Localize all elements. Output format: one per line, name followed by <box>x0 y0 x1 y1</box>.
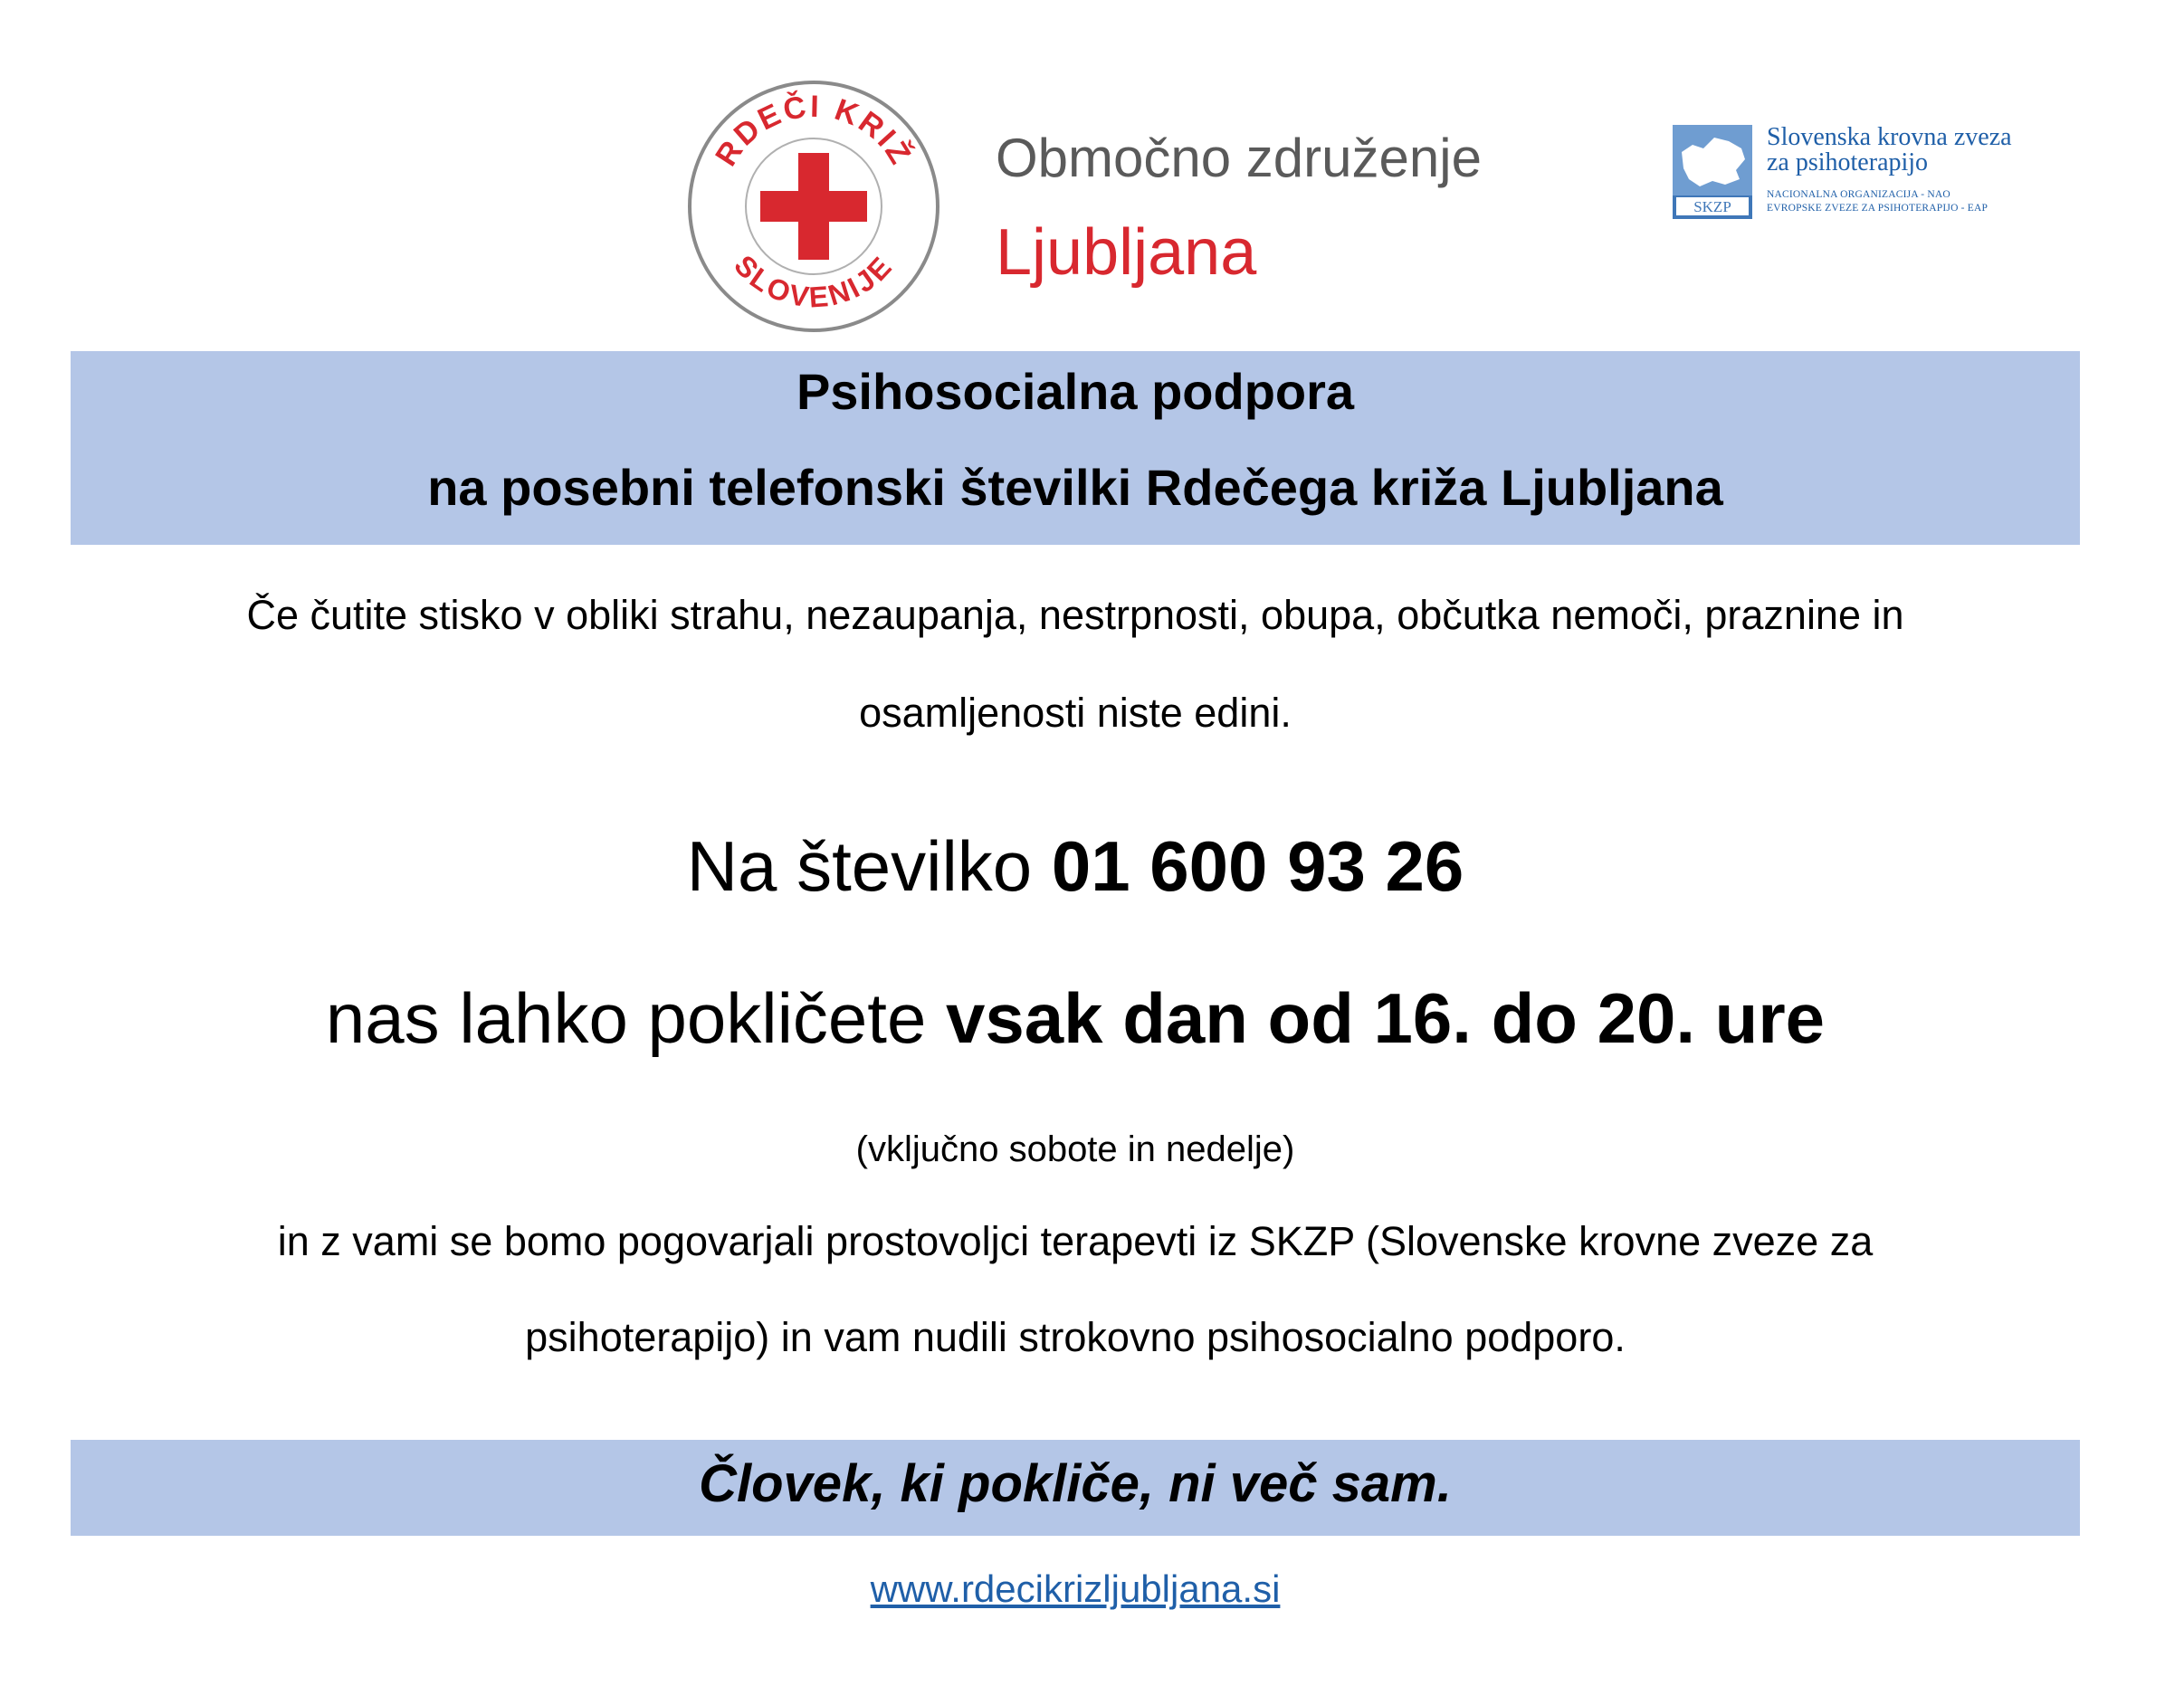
heading-line1: Psihosocialna podpora <box>796 363 1355 420</box>
phone-prefix: Na številko <box>686 826 1052 906</box>
red-cross-top-text: RDEČI KRIŽ <box>709 89 919 173</box>
website-link[interactable]: www.rdecikrizljubljana.si <box>870 1567 1281 1610</box>
intro-line2: osamljenosti niste edini. <box>859 690 1292 736</box>
skzp-title-line1: Slovenska krovna zveza <box>1767 123 2012 151</box>
org-name-line2: Ljubljana <box>996 216 1257 289</box>
red-cross-bottom-text: SLOVENIJE <box>728 248 900 314</box>
skzp-logo <box>1673 125 2071 224</box>
skzp-sub-line1: NACIONALNA ORGANIZACIJA - NAO <box>1767 189 1950 200</box>
phone-number: 01 600 93 26 <box>1051 826 1464 906</box>
skzp-title-line2: za psihoterapijo <box>1767 148 1929 176</box>
skzp-title <box>1767 125 2012 176</box>
skzp-badge: SKZP <box>1693 198 1731 215</box>
website-row <box>0 1567 2151 1611</box>
red-cross-logo <box>686 79 941 334</box>
description-line1: in z vami se bomo pogovarjali prostovoljci terapevti iz SKZP (Slovenske krovne zveze za <box>277 1218 1874 1264</box>
intro-line1: Če čutite stisko v obliki strahu, nezaupanja, nestrpnosti, obupa, občutka nemoči, praznine in <box>246 592 1904 638</box>
hours-prefix: nas lahko pokličete <box>325 978 947 1058</box>
phone-line <box>0 825 2151 908</box>
hours-value: vsak dan od 16. do 20. ure <box>946 978 1826 1058</box>
slogan: Človek, ki pokliče, ni več sam. <box>699 1454 1452 1513</box>
skzp-sub-line2: EVROPSKE ZVEZE ZA PSIHOTERAPIJO - EAP <box>1767 203 1988 214</box>
slovenia-map-icon <box>1673 125 1752 219</box>
description-line2: psihoterapijo) in vam nudili strokovno psihosocialno podporo. <box>525 1314 1626 1360</box>
org-name-line1: Območno združenje <box>996 128 1482 188</box>
hours-note: (vključno sobote in nedelje) <box>855 1129 1295 1169</box>
heading-line2: na posebni telefonski številki Rdečega križa Ljubljana <box>427 459 1723 516</box>
skzp-subtitle <box>1767 188 1988 215</box>
hours-line <box>0 977 2151 1060</box>
